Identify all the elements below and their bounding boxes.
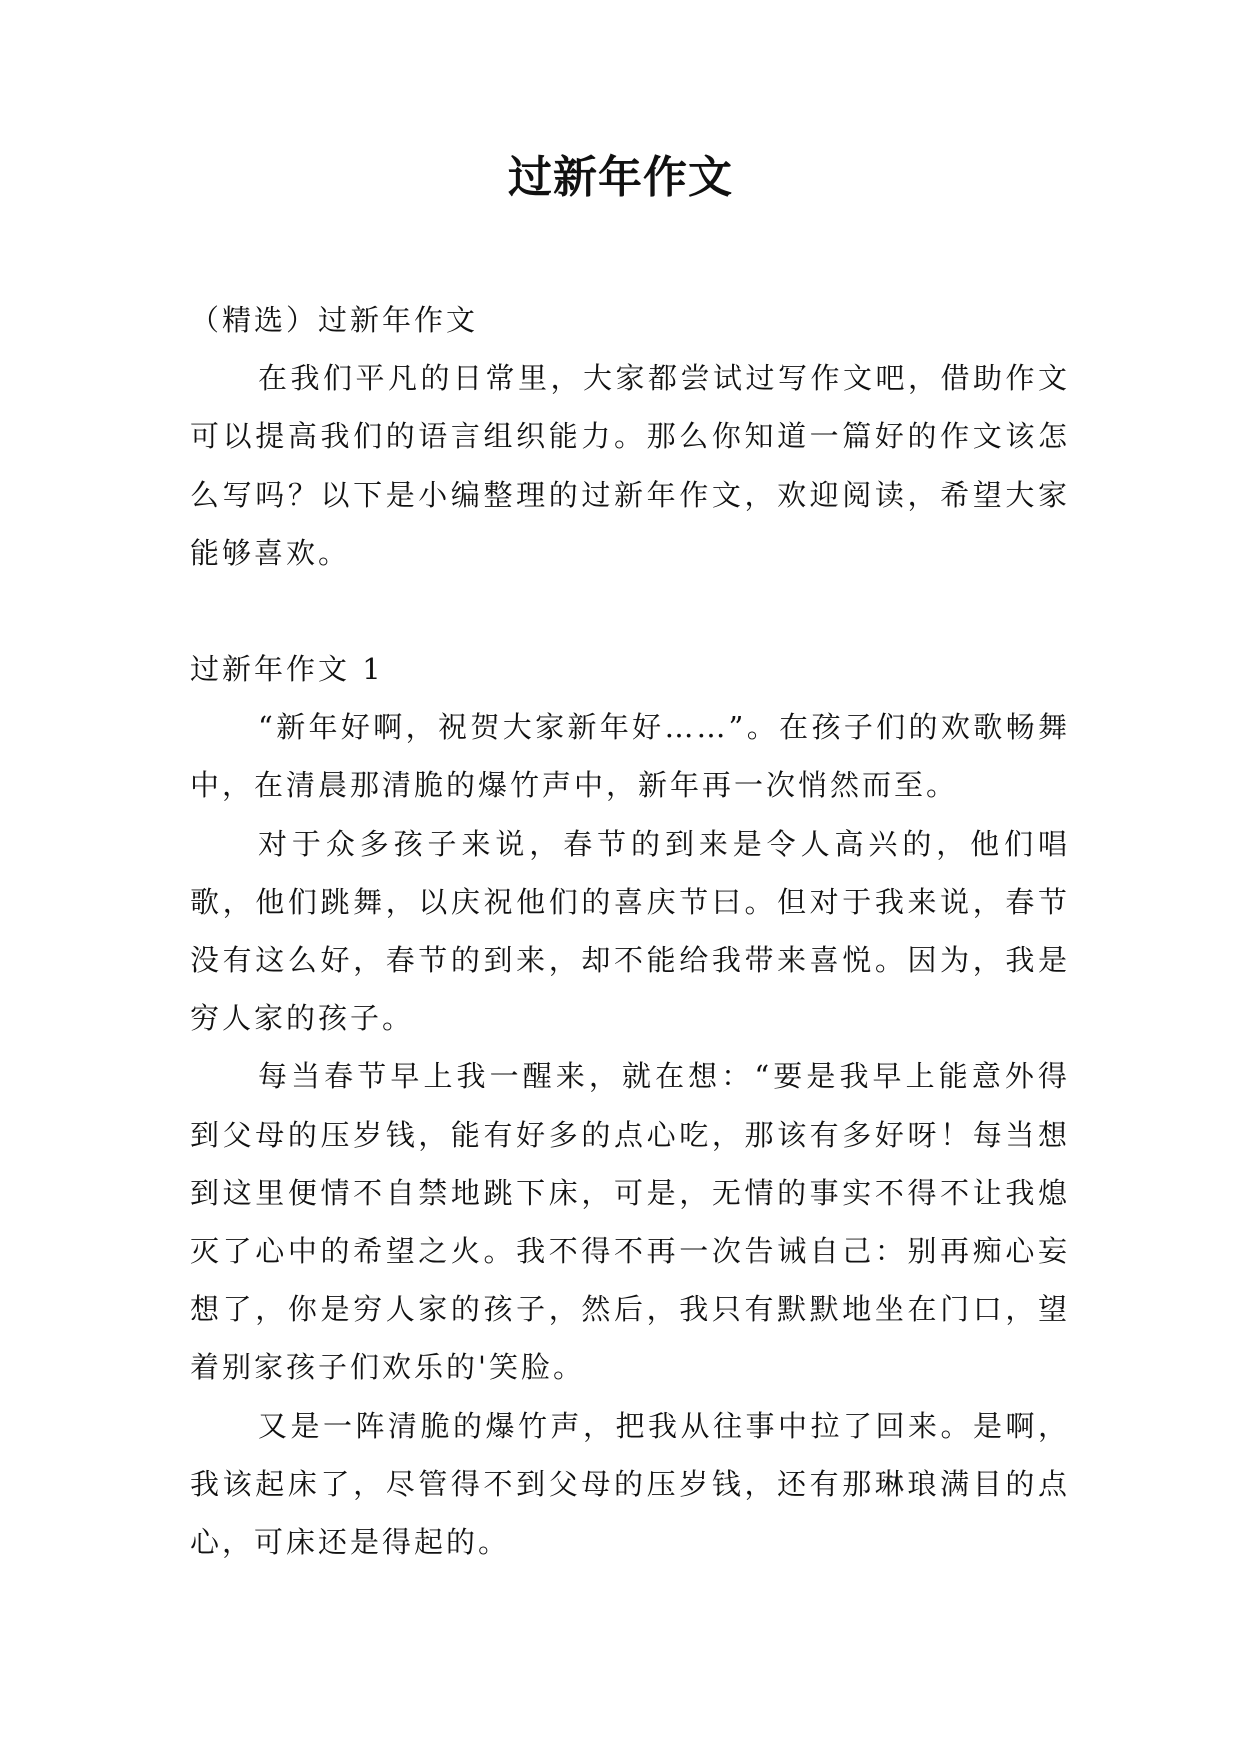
essay-paragraph: 对于众多孩子来说，春节的到来是令人高兴的，他们唱歌，他们跳舞，以庆祝他们的喜庆节曰。但对于我来说，春节没有这么好，春节的到来，却不能给我带来喜悦。因为，我是穷人家的孩子。 [190, 826, 1070, 1036]
intro-paragraph: 在我们平凡的日常里，大家都尝试过写作文吧，借助作文可以提高我们的语言组织能力。那么你知道一篇好的作文该怎么写吗？以下是小编整理的过新年作文，欢迎阅读，希望大家能够喜欢。 [190, 361, 1070, 570]
essay-paragraph: “新年好啊，祝贺大家新年好……”。在孩子们的欢歌畅舞中，在清晨那清脆的爆竹声中，新年再一次悄然而至。 [190, 710, 1070, 803]
essay-heading: 过新年作文 1 [190, 652, 384, 687]
intro-label: （精选）过新年作文 [190, 303, 479, 337]
essay-paragraph: 每当春节早上我一醒来，就在想：“要是我早上能意外得到父母的压岁钱，能有好多的点心吃，那该有多好呀！每当想到这里便情不自禁地跳下床，可是，无情的事实不得不让我熄灭了心中的希望之火。我不得不再一次告诫自己：别再痴心妄想了，你是穷人家的孩子，然后，我只有默默地坐在门口，望着别家孩子们欢乐的'笑脸。 [190, 1059, 1070, 1385]
document-title: 过新年作文 [508, 152, 733, 203]
essay-paragraph: 又是一阵清脆的爆竹声，把我从往事中拉了回来。是啊，我该起床了，尽管得不到父母的压岁钱，还有那琳琅满目的点心，可床还是得起的。 [190, 1408, 1070, 1560]
document-body [190, 291, 1070, 1571]
